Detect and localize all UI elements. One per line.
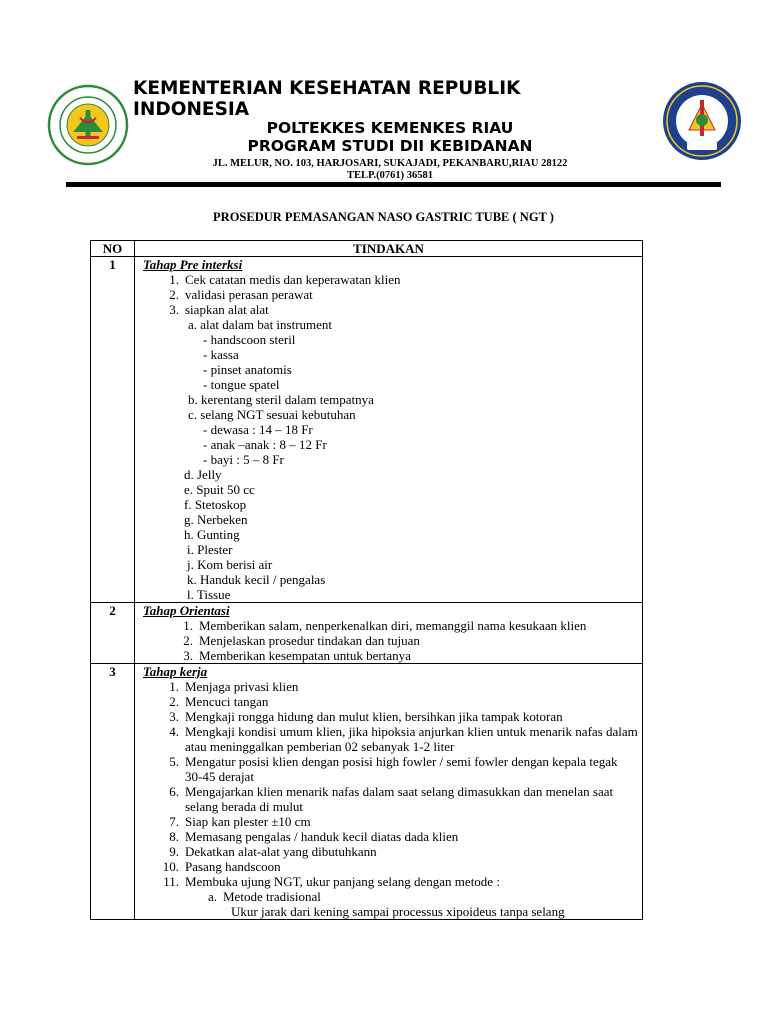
document-title: PROSEDUR PEMASANGAN NASO GASTRIC TUBE ( NGT ) (213, 210, 554, 224)
sub-item: i. Plester (187, 542, 233, 557)
list-item: 10. Pasang handscoon (162, 859, 281, 874)
list-item: 3. Memberikan kesempatan untuk bertanya (183, 648, 411, 663)
sub-item: h. Gunting (184, 527, 240, 542)
list-item: 9. Dekatkan alat-alat yang dibutuhkann (169, 844, 377, 859)
table-row (91, 603, 643, 664)
poltekkes-riau-logo (47, 84, 129, 166)
sub-item: k. Handuk kecil / pengalas (187, 572, 326, 587)
sub-item: a. alat dalam bat instrument (188, 317, 333, 332)
list-item: 1. Cek catatan medis dan keperawatan klien (169, 272, 401, 287)
letterhead (0, 0, 768, 190)
column-header-action: TINDAKAN (135, 241, 643, 257)
study-program: PROGRAM STUDI DII KEBIDANAN (247, 137, 533, 155)
sub-item: - anak –anak : 8 – 12 Fr (203, 437, 327, 452)
list-item: 11. Membuka ujung NGT, ukur panjang selang dengan metode : (163, 874, 500, 889)
method-item: a. Metode tradisional (207, 889, 321, 904)
list-item: 3. Mengkaji rongga hidung dan mulut klien, bersihkan jika tampak kotoran (169, 709, 563, 724)
stage-title: Tahap Pre interksi (143, 257, 243, 272)
sub-item: - dewasa : 14 – 18 Fr (203, 422, 313, 437)
sub-item: c. selang NGT sesuai kebutuhan (188, 407, 356, 422)
procedure-table (90, 240, 643, 920)
sub-item: - pinset anatomis (203, 362, 292, 377)
list-item: 7. Siap kan plester ±10 cm (169, 814, 311, 829)
sub-item: f. Stetoskop (184, 497, 247, 512)
institution-name: POLTEKKES KEMENKES RIAU (266, 119, 514, 137)
list-item: 5. Mengatur posisi klien dengan posisi high fowler / semi fowler dengan kepala tegak 30-45 derajat (169, 754, 618, 784)
list-item: 1. Menjaga privasi klien (169, 679, 299, 694)
row-action (135, 664, 643, 920)
column-header-no: NO (91, 241, 135, 257)
table-row (91, 257, 643, 603)
list-item: 2. validasi perasan perawat (169, 287, 313, 302)
list-item: 3. siapkan alat alat (169, 302, 269, 317)
stage-title: Tahap Orientasi (143, 603, 230, 618)
sub-item: - tongue spatel (203, 377, 280, 392)
row-number: 3 (91, 664, 135, 920)
table-row (91, 664, 643, 920)
sub-item: j. Kom berisi air (187, 557, 273, 572)
method-detail: Ukur jarak dari kening sampai processus xipoideus tanpa selang (231, 904, 565, 919)
address: JL. MELUR, NO. 103, HARJOSARI, SUKAJADI, PEKANBARU,RIAU 28122 (212, 158, 568, 169)
sub-item: l. Tissue (187, 587, 231, 602)
list-item: 4. Mengkaji kondisi umum klien, jika hipoksia anjurkan klien untuk menarik nafas dalam atau meninggalkan pemberian 02 sebanyak 1-2 liter (169, 724, 638, 754)
row-number: 2 (91, 603, 135, 664)
row-number: 1 (91, 257, 135, 603)
kebidanan-logo (661, 80, 743, 162)
list-item: 2. Menjelaskan prosedur tindakan dan tujuan (183, 633, 420, 648)
list-item: 1. Memberikan salam, nenperkenalkan diri, memanggil nama kesukaan klien (183, 618, 587, 633)
header-divider (66, 182, 721, 187)
sub-item: - bayi : 5 – 8 Fr (203, 452, 284, 467)
row-action (135, 257, 643, 603)
sub-item: g. Nerbeken (184, 512, 248, 527)
list-item: 2. Mencuci tangan (169, 694, 269, 709)
row-action (135, 603, 643, 664)
list-item: 6. Mengajarkan klien menarik nafas dalam saat selang dimasukkan dan menelan saat selang berada di mulut (169, 784, 614, 814)
stage-title: Tahap kerja (143, 664, 208, 679)
table-header-row (91, 241, 643, 257)
sub-item: d. Jelly (184, 467, 222, 482)
sub-item: - kassa (203, 347, 239, 362)
sub-item: e. Spuit 50 cc (184, 482, 255, 497)
sub-item: b. kerentang steril dalam tempatnya (188, 392, 374, 407)
sub-item: - handscoon steril (203, 332, 296, 347)
list-item: 8. Memasang pengalas / handuk kecil diatas dada klien (169, 829, 459, 844)
phone: TELP.(0761) 36581 (347, 170, 433, 181)
ministry-name: KEMENTERIAN KESEHATAN REPUBLIK INDONESIA (133, 78, 521, 120)
